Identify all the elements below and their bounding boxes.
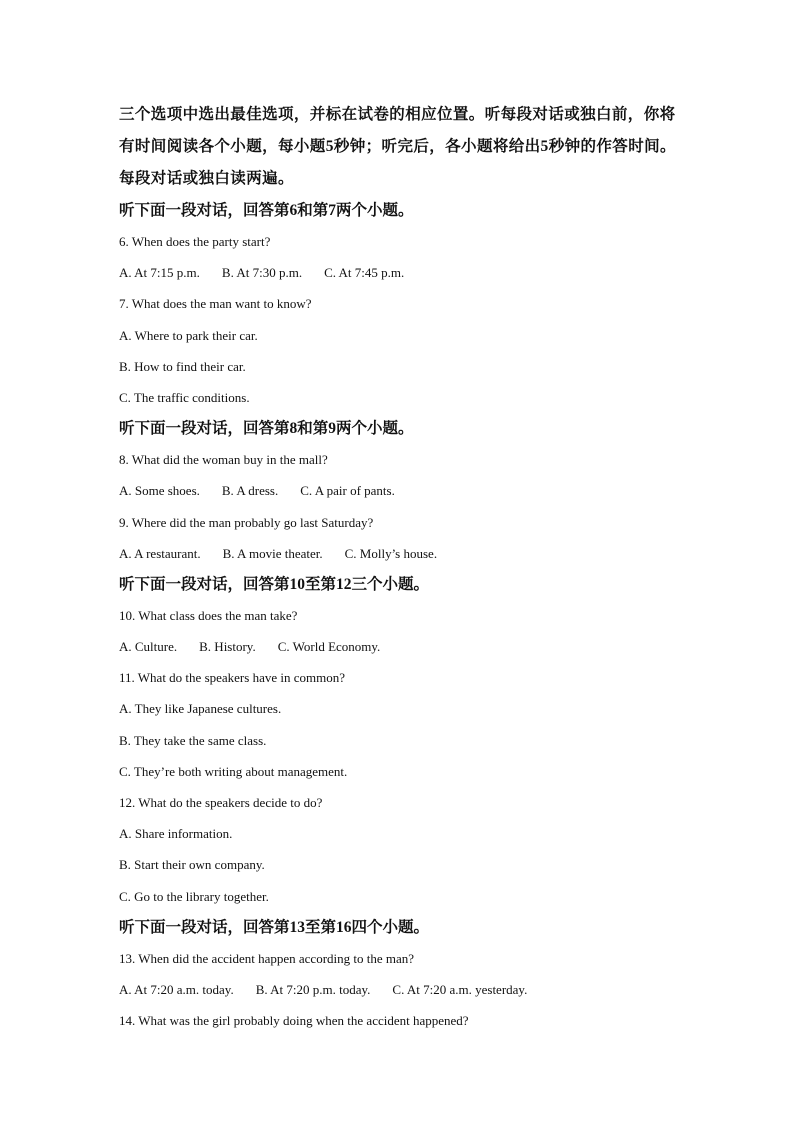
answer-option: A. Where to park their car.	[119, 327, 258, 343]
question-sections	[119, 195, 679, 1036]
answer-option: A. Share information.	[119, 826, 233, 842]
answer-option: A. At 7:15 p.m.	[119, 265, 200, 281]
answer-options-row	[119, 631, 679, 662]
question-text: 6. When does the party start?	[119, 234, 271, 249]
answer-option: B. A movie theater.	[222, 545, 323, 561]
answer-option: C. The traffic conditions.	[119, 389, 250, 405]
question-text: 12. What do the speakers decide to do?	[119, 795, 323, 810]
question-text: 7. What does the man want to know?	[119, 296, 312, 312]
answer-option: A. They like Japanese cultures.	[119, 701, 282, 717]
answer-option: B. A dress.	[221, 483, 279, 499]
answer-option: B. At 7:30 p.m.	[221, 265, 303, 281]
question-text: 9. Where did the man probably go last Saturday?	[119, 514, 374, 530]
section-heading: 听下面一段对话，回答第8和第9两个小题。	[119, 420, 414, 438]
question-text: 10. What class does the man take?	[119, 607, 298, 623]
section-heading: 听下面一段对话，回答第13至第16四个小题。	[119, 918, 430, 936]
question-text: 8. What did the woman buy in the mall?	[119, 452, 328, 468]
answer-options-row	[119, 538, 679, 569]
question-text: 13. When did the accident happen according to the man?	[119, 950, 415, 966]
answer-option: C. A pair of pants.	[300, 483, 395, 499]
section-heading: 听下面一段对话，回答第10至第12三个小题。	[119, 575, 430, 593]
answer-option: B. How to find their car.	[119, 358, 246, 374]
answer-option: A. Culture.	[119, 639, 178, 655]
question-text: 14. What was the girl probably doing when the accident happened?	[119, 1013, 469, 1029]
answer-options-row	[119, 475, 679, 506]
answer-option: C. At 7:20 a.m. yesterday.	[392, 981, 528, 997]
answer-option: A. A restaurant.	[119, 545, 201, 561]
answer-option: B. History.	[199, 639, 256, 655]
instructions-paragraph: 三个选项中选出最佳选项，并标在试卷的相应位置。听每段对话或独白前，你将有时间阅读各个小题，每小题5秒钟；听完后，各小题将给出5秒钟的作答时间。每段对话或独白读两遍。	[119, 106, 676, 187]
question-text: 11. What do the speakers have in common?	[119, 670, 345, 686]
answer-options-row	[119, 257, 679, 288]
answer-option: B. They take the same class.	[119, 732, 267, 748]
answer-option: C. They’re both writing about management.	[119, 763, 348, 779]
answer-option: A. Some shoes.	[119, 483, 200, 499]
answer-option: C. At 7:45 p.m.	[324, 265, 405, 281]
answer-option: B. At 7:20 p.m. today.	[255, 981, 371, 997]
answer-option: B. Start their own company.	[119, 857, 265, 873]
answer-option: C. Molly’s house.	[344, 545, 438, 561]
section-heading: 听下面一段对话，回答第6和第7两个小题。	[119, 202, 414, 219]
answer-option: A. At 7:20 a.m. today.	[119, 981, 234, 997]
answer-options-row	[119, 974, 679, 1005]
document-page	[119, 99, 679, 1036]
answer-option: C. Go to the library together.	[119, 888, 269, 904]
answer-option: C. World Economy.	[277, 639, 381, 655]
